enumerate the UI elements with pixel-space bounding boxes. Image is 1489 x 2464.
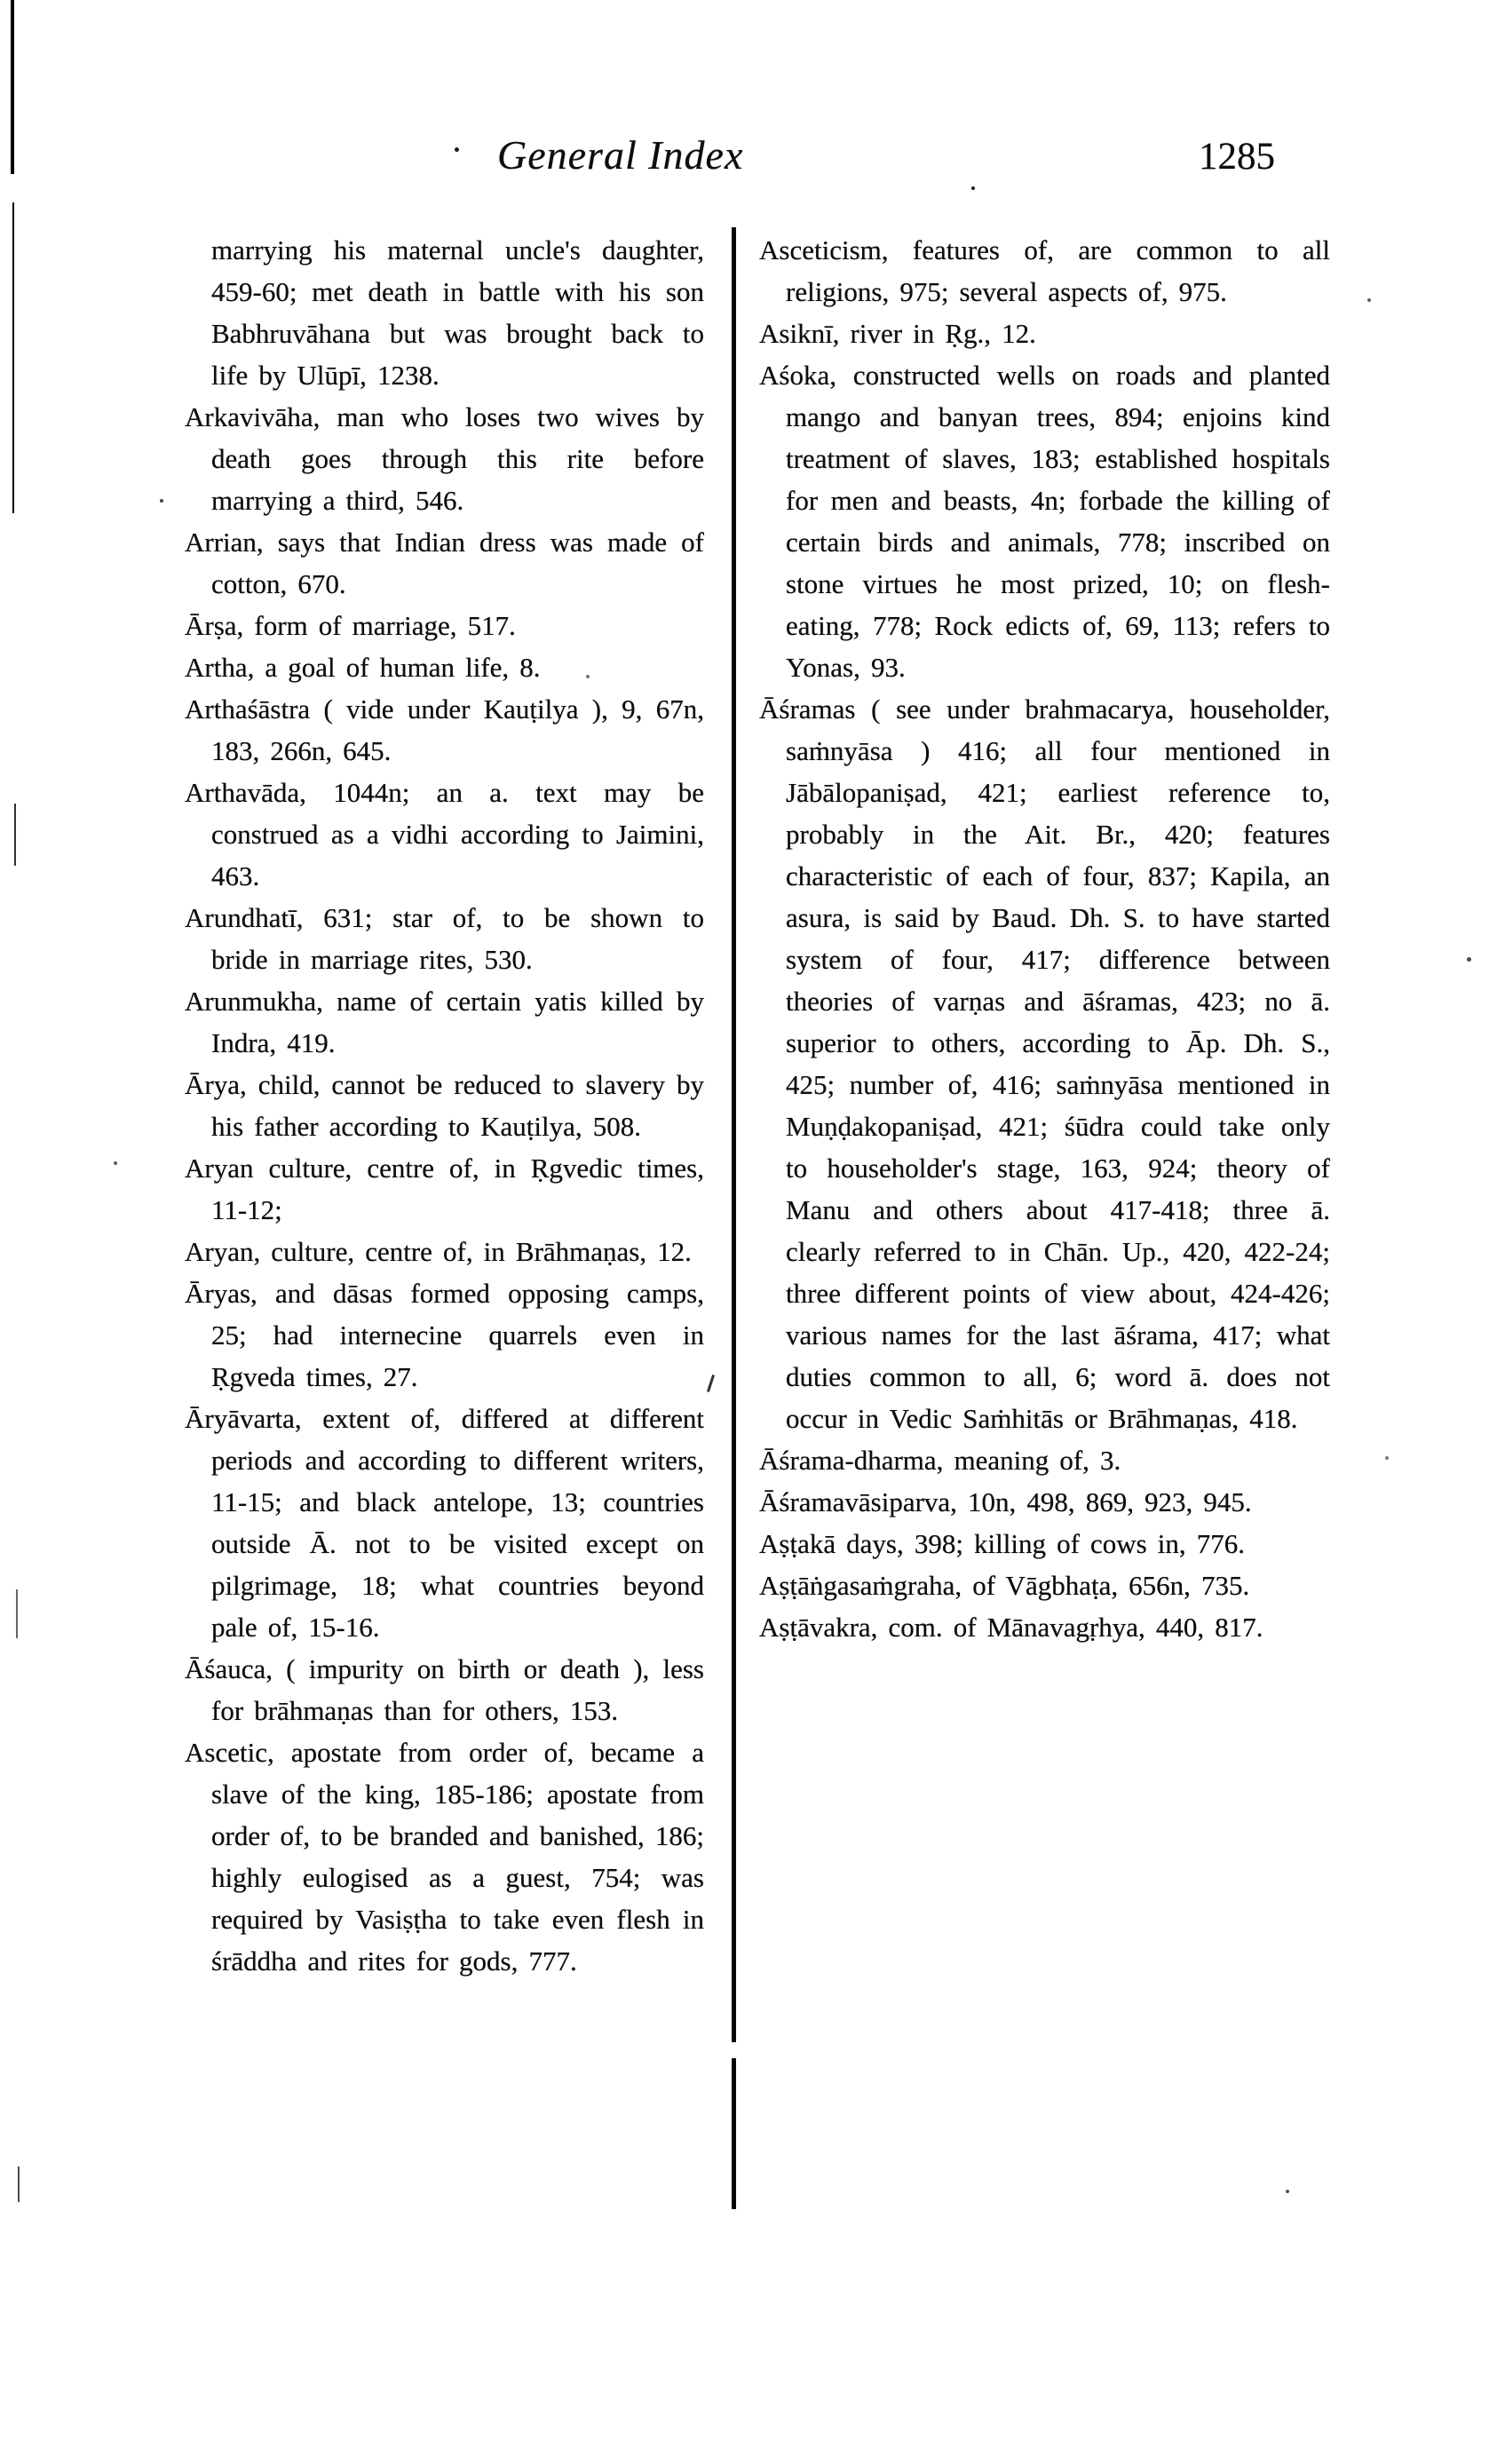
index-entry: Asceticism, features of, are common to all religions, 975; several aspects of, 975. — [759, 234, 1330, 307]
index-entry: Ārya, child, cannot be reduced to slavery by his father according to Kauṭilya, 508. — [185, 1069, 704, 1142]
scan-speck — [1367, 298, 1371, 302]
index-entry: Arrian, says that Indian dress was made of cotton, 670. — [185, 527, 704, 599]
index-entry: Āśrama-dharma, meaning of, 3. — [759, 1445, 1121, 1476]
index-entry: Āśramavāsiparva, 10n, 498, 869, 923, 945. — [759, 1486, 1252, 1517]
index-entry: Artha, a goal of human life, 8. — [185, 652, 541, 683]
scan-artifact-line — [18, 2167, 20, 2202]
index-entry: Ārṣa, form of marriage, 517. — [185, 610, 516, 641]
scan-speck — [1385, 1456, 1389, 1460]
column-divider — [732, 227, 736, 2042]
index-entry: Āryāvarta, extent of, differed at different periods and according to different writers, 11-15; and black antelope, 13; countries outside Ā. not to be visited except on pilgrimage, 18; what countries beyond pale of, 15-16. — [185, 1403, 704, 1643]
scan-speck — [455, 147, 459, 152]
scan-speck — [1286, 2190, 1289, 2193]
scan-speck — [971, 186, 975, 190]
scan-artifact-line — [11, 0, 14, 174]
index-entry: Aṣṭakā days, 398; killing of cows in, 776. — [759, 1528, 1245, 1559]
index-entry: Aṣṭāṅgasaṁgraha, of Vāgbhaṭa, 656n, 735. — [759, 1570, 1250, 1601]
scan-artifact-line — [16, 1589, 18, 1638]
index-entry: Arthavāda, 1044n; an a. text may be construed as a vidhi according to Jaimini, 463. — [185, 777, 704, 891]
page-number: 1285 — [1199, 136, 1275, 178]
index-entry: marrying his maternal uncle's daughter, 459-60; met death in battle with his son Babhruvāhana but was brought back to life by Ulūpī, 1238. — [211, 234, 704, 391]
index-entry: Arkavivāha, man who loses two wives by death goes through this rite before marrying a third, 546. — [185, 401, 704, 516]
index-entry: Aṣṭāvakra, com. of Mānavagṛhya, 440, 817. — [759, 1612, 1263, 1643]
index-entry: Arunmukha, name of certain yatis killed by Indra, 419. — [185, 986, 704, 1058]
index-entry: Asiknī, river in Ṛg., 12. — [759, 318, 1036, 349]
index-column-left — [185, 229, 704, 1982]
index-entry: Āryas, and dāsas formed opposing camps, 25; had internecine quarrels even in Ṛgveda times, 27. — [185, 1278, 704, 1392]
index-entry: Āśauca, ( impurity on birth or death ), less for brāhmaṇas than for others, 153. — [185, 1653, 704, 1726]
scan-artifact-line — [14, 804, 16, 866]
scan-artifact-line — [12, 202, 14, 513]
index-entry: Arthaśāstra ( vide under Kauṭilya ), 9, 67n, 183, 266n, 645. — [185, 693, 704, 766]
page-title: General Index — [497, 132, 744, 178]
column-divider — [732, 2058, 736, 2209]
scan-speck — [160, 499, 163, 503]
scan-speck — [114, 1161, 117, 1165]
index-entry: Arundhatī, 631; star of, to be shown to bride in marriage rites, 530. — [185, 902, 704, 975]
index-column-right — [759, 229, 1330, 1648]
scan-speck — [1467, 957, 1471, 962]
index-entry: Āśramas ( see under brahmacarya, householder, saṁnyāsa ) 416; all four mentioned in Jābālopaniṣad, 421; earliest reference to, probably in the Ait. Br., 420; features characteristic of each of four, 837; Kapila, an asura, is said by Baud. Dh. S. to have started system of four, 417; difference between theories of varṇas and āśramas, 423; no ā. superior to others, according to Āp. Dh. S., 425; number of, 416; saṁnyāsa mentioned in Muṇḍakopaniṣad, 421; śūdra could take only to householder's stage, 163, 924; theory of Manu and others about 417-418; three ā. clearly referred to in Chān. Up., 420, 422-24; three different points of view about, 424-426; various names for the last āśrama, 417; what duties common to all, 6; word ā. does not occur in Vedic Saṁhitās or Brāhmaṇas, 418. — [759, 693, 1330, 1434]
index-entry: Aśoka, constructed wells on roads and planted mango and banyan trees, 894; enjoins kind treatment of slaves, 183; established hospitals for men and beasts, 4n; forbade the killing of certain birds and animals, 778; inscribed on stone virtues he most prized, 10; on flesh-eating, 778; Rock edicts of, 69, 113; refers to Yonas, 93. — [759, 360, 1330, 683]
index-entry: Aryan culture, centre of, in Ṛgvedic times, 11-12; — [185, 1153, 704, 1225]
index-entry: Ascetic, apostate from order of, became a slave of the king, 185-186; apostate from order of, to be branded and banished, 186; highly eulogised as a guest, 754; was required by Vasiṣṭha to take even flesh in śrāddha and rites for gods, 777. — [185, 1737, 704, 1977]
scan-artifact-tick — [707, 1375, 715, 1392]
index-entry: Aryan, culture, centre of, in Brāhmaṇas, 12. — [185, 1236, 692, 1267]
